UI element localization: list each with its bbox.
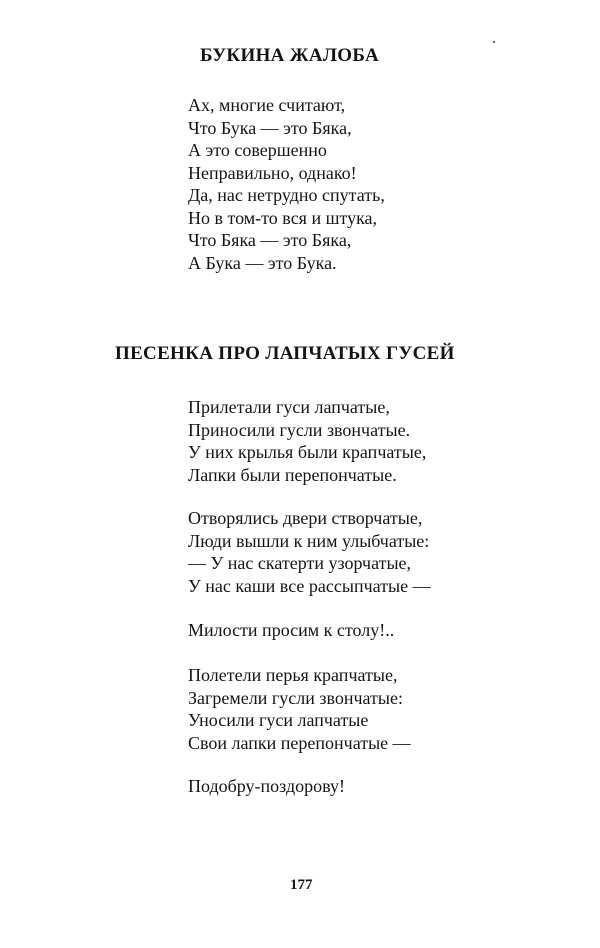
scan-speck: [493, 41, 495, 43]
poem-2-stanza-3: [188, 619, 394, 642]
verse-line: Что Бяка — это Бяка,: [188, 230, 352, 250]
verse-line: Но в том-то вся и штука,: [188, 207, 378, 228]
poem-1-stanza-1: [188, 94, 385, 274]
verse-line: Ах, многие считают,: [188, 95, 346, 115]
verse-line: Отворялись двери створчатые,: [188, 508, 423, 528]
poem-2-stanza-1: [188, 396, 426, 486]
verse-line: Люди вышли к ним улыбчатые:: [188, 530, 430, 551]
verse-line: А это совершенно: [188, 140, 327, 160]
verse-line: Полетели перья крапчатые,: [188, 665, 398, 685]
verse-line: Неправильно, однако!: [188, 162, 357, 183]
verse-line: Да, нас нетрудно спутать,: [188, 185, 385, 205]
verse-line: Загремели гусли звончатые:: [188, 687, 404, 708]
poem-title-2: ПЕСЕНКА ПРО ЛАПЧАТЫХ ГУСЕЙ: [115, 343, 455, 364]
verse-line: Приносили гусли звончатые.: [188, 419, 411, 440]
poem-2-stanza-4: [188, 664, 411, 754]
page-number: 177: [290, 877, 313, 893]
verse-line: Подобру-поздорову!: [188, 776, 346, 796]
verse-line: Милости просим к столу!..: [188, 620, 395, 640]
poem-title-1: БУКИНА ЖАЛОБА: [200, 45, 380, 66]
verse-line: Свои лапки перепончатые —: [188, 732, 411, 753]
verse-line: Лапки были перепончатые.: [188, 464, 397, 485]
verse-line: А Бука — это Бука.: [188, 252, 337, 273]
verse-line: У нас каши все рассыпчатые —: [188, 575, 431, 596]
verse-line: Что Бука — это Бяка,: [188, 117, 352, 138]
verse-line: Прилетали гуси лапчатые,: [188, 397, 390, 417]
verse-line: — У нас скатерти узорчатые,: [188, 553, 412, 573]
verse-line: У них крылья были крапчатые,: [188, 442, 427, 462]
verse-line: Уносили гуси лапчатые: [188, 710, 369, 730]
poem-2-stanza-5: [188, 775, 345, 798]
poem-2-stanza-2: [188, 507, 431, 597]
